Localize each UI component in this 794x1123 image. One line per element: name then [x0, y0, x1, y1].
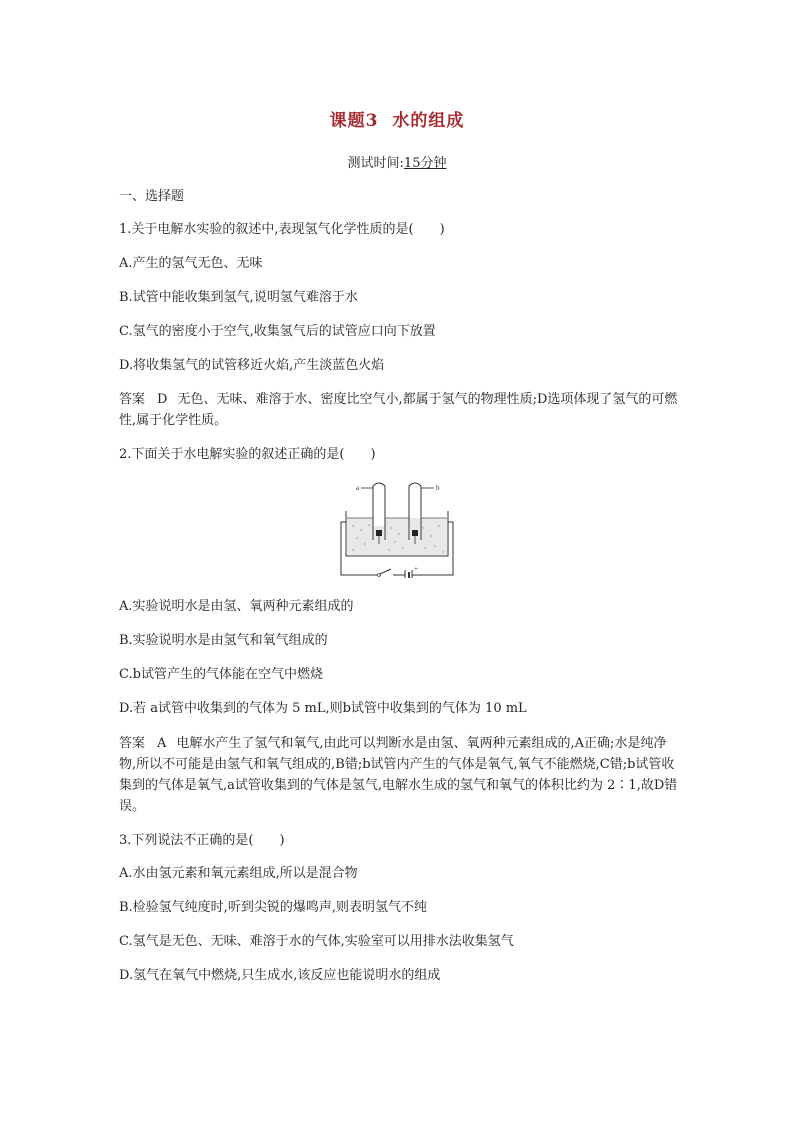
question-2-answer [119, 733, 679, 817]
question-2-stem: 2.下面关于水电解实验的叙述正确的是( ) [119, 447, 376, 462]
switch-pivot [378, 574, 381, 577]
question-3-option-b: B.检验氢气纯度时,听到尖锐的爆鸣声,则表明氢气不纯 [119, 900, 427, 915]
question-2-option-a: A.实验说明水是由氢、氧两种元素组成的 [119, 599, 354, 614]
electrode-a [376, 530, 382, 536]
question-1-option-d: D.将收集氢气的试管移近火焰,产生淡蓝色火焰 [119, 358, 385, 373]
question-2-option-d: D.若 a试管中收集到的气体为 5 mL,则b试管中收集到的气体为 10 mL [119, 701, 527, 716]
page-title [0, 106, 794, 131]
label-b: b [436, 484, 440, 492]
test-time-value: 15分钟 [403, 156, 447, 171]
battery-plus-sign: + [414, 565, 418, 573]
answer-letter: D [157, 392, 168, 407]
question-2-option-c: C.b试管产生的气体能在空气中燃烧 [119, 667, 323, 682]
question-3-stem: 3.下列说法不正确的是( ) [119, 833, 285, 848]
label-a: a [356, 484, 360, 492]
electrode-b [412, 530, 418, 536]
question-3-option-a: A.水由氢元素和氧元素组成,所以是混合物 [119, 866, 358, 881]
answer-letter: A [157, 736, 167, 751]
test-time-label: 测试时间: [347, 156, 404, 171]
question-1-option-c: C.氢气的密度小于空气,收集氢气后的试管应口向下放置 [119, 324, 436, 339]
lesson-topic: 水的组成 [392, 111, 465, 131]
switch-lever [380, 569, 391, 574]
question-2-option-b: B.实验说明水是由氢气和氧气组成的 [119, 633, 328, 648]
section-title: 一、选择题 [119, 189, 185, 204]
question-1-stem: 1.关于电解水实验的叙述中,表现氢气化学性质的是( ) [119, 222, 445, 237]
question-1-option-b: B.试管中能收集到氢气,说明氢气难溶于水 [119, 290, 358, 305]
electrolysis-diagram [339, 478, 455, 578]
answer-label: 答案 [119, 392, 146, 407]
question-1-option-a: A.产生的氢气无色、无味 [119, 256, 263, 271]
answer-explanation: 无色、无味、难溶于水、密度比空气小,都属于氢气的物理性质;D选项体现了氢气的可燃性,属于化学性质。 [119, 392, 678, 428]
water-fill [347, 518, 447, 555]
test-time [0, 152, 794, 171]
question-3-option-d: D.氢气在氧气中燃烧,只生成水,该反应也能说明水的组成 [119, 968, 441, 983]
question-1-answer [119, 389, 679, 431]
question-3-option-c: C.氢气是无色、无味、难溶于水的气体,实验室可以用排水法收集氢气 [119, 934, 514, 949]
answer-explanation: 电解水产生了氢气和氧气,由此可以判断水是由氢、氧两种元素组成的,A正确;水是纯净物,所以不可能是由氢气和氧气组成的,B错;b试管内产生的气体是氧气,氧气不能燃烧,C错;b试管收集到的气体是氧气,a试管收集到的气体是氢气,电解水生成的氢气和氧气的体积比约为 2∶1,故D错误。 [119, 736, 678, 814]
lesson-number: 课题3 [329, 111, 379, 131]
answer-label: 答案 [119, 736, 146, 751]
